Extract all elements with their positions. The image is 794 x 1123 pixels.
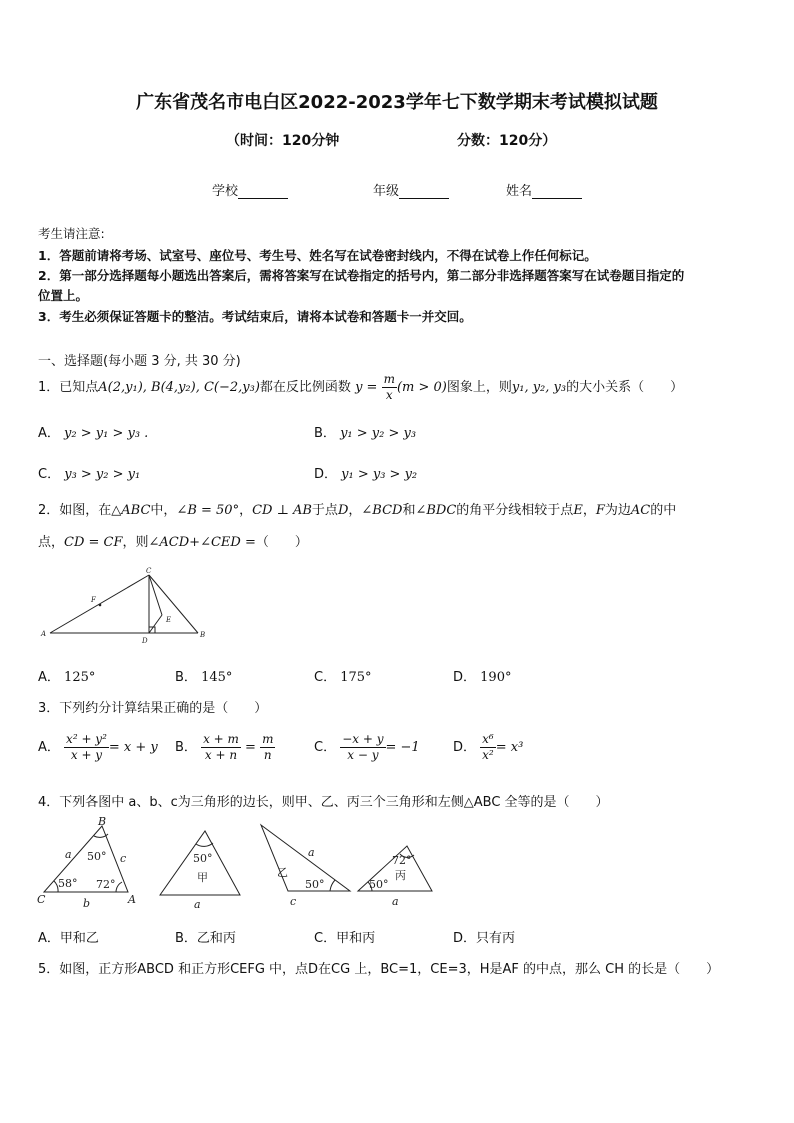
q2-figure (38, 564, 213, 648)
notice-item-2-cont: 位置上。 (38, 288, 89, 303)
q4-option-a[interactable]: A．甲和乙 (38, 931, 99, 946)
q4-label-c: C (37, 893, 46, 906)
grade-field[interactable] (373, 180, 449, 199)
school-field[interactable] (212, 180, 288, 199)
q2-option-c[interactable]: C． 175° (314, 670, 372, 685)
q1-option-b[interactable]: B． y₁ > y₂ > y₃ (314, 426, 417, 441)
exam-time: （时间：120分钟 (226, 133, 340, 149)
question-3: 3．下列约分计算结果正确的是（ ） (38, 701, 268, 716)
q1-func-fraction: $\frac{m}{x}$ (383, 372, 395, 402)
q4-label-a: A (128, 893, 136, 906)
q4-bing-angle-72: 72° (392, 854, 412, 867)
q2-point-f (99, 604, 102, 607)
q1-option-d[interactable]: D． y₁ > y₃ > y₂ (314, 467, 418, 482)
q1-option-c[interactable]: C． y₃ > y₂ > y₁ (38, 467, 141, 482)
q4-jia-side: a (194, 898, 201, 911)
q1-condition: (m > 0) (396, 380, 447, 395)
question-2-line-2: 点，CD = CF，则∠ACD+∠CED =（ ） (38, 535, 308, 550)
q4-angle-50: 50° (87, 850, 107, 863)
q1-option-a[interactable]: A． y₂ > y₁ > y₃ . (38, 426, 149, 441)
q1-suffix: 图象上，则 (446, 380, 512, 395)
q4-label-b: B (98, 815, 107, 828)
q4-bing-side: a (392, 895, 399, 908)
notice-item-1: 1．答题前请将考场、试室号、座位号、考生号、姓名写在试卷密封线内，不得在试卷上作任何标记。 (38, 248, 597, 263)
question-1 (38, 372, 683, 403)
q2-option-d[interactable]: D． 190° (453, 670, 512, 685)
q3-option-b[interactable]: B． $\frac{x + m}{x + n}$ = $\frac{m}{n}$ (175, 732, 274, 762)
q4-angle-58: 58° (58, 877, 78, 890)
q1-mid: 都在反比例函数 (259, 380, 351, 395)
notice-heading: 考生请注意: (38, 226, 105, 241)
exam-score: 分数：120分） (457, 133, 557, 149)
q3-option-d[interactable]: D． $\frac{\text{x⁶}}{\text{x²}}$ = x³ (453, 732, 524, 762)
q1-tail: 的大小关系（ ） (566, 380, 684, 395)
grade-blank[interactable] (399, 184, 449, 199)
q1-func-lhs: y = (355, 380, 378, 395)
q4-arc-a (116, 882, 122, 892)
q1-prefix: 1．已知点 (38, 380, 99, 395)
q2-segment-bc (149, 575, 198, 633)
q2-label-f: F (91, 596, 96, 604)
question-2-line-1: 2．如图，在△ABC中，∠B = 50°，CD ⊥ AB于点D，∠BCD和∠BDC的角平分线相较于点E，F为边AC的中 (38, 503, 677, 518)
q1-points: A(2,y₁), B(4,y₂), C(−2,y₃) (98, 380, 260, 395)
q4-figure (30, 812, 450, 916)
school-label: 学校 (212, 184, 239, 199)
name-field[interactable] (506, 180, 582, 199)
q2-option-b[interactable]: B． 145° (175, 670, 233, 685)
q4-angle-72: 72° (96, 878, 116, 891)
school-blank[interactable] (238, 184, 288, 199)
notice-item-2: 2．第一部分选择题每小题选出答案后，需将答案写在试卷指定的括号内，第二部分非选择题答案写在试卷题目指定的 (38, 268, 685, 283)
q1-vars: y₁, y₂, y₃ (511, 380, 567, 395)
q4-yi-side-a: a (308, 846, 315, 859)
q4-side-c: c (120, 852, 127, 865)
q4-option-c[interactable]: C．甲和丙 (314, 931, 376, 946)
question-5: 5．如图，正方形ABCD 和正方形CEFG 中，点D在CG 上，BC=1，CE=3，H是AF 的中点，那么 CH 的长是（ ） (38, 962, 720, 977)
q4-bing-angle-50: 50° (369, 878, 389, 891)
q4-side-a: a (65, 848, 72, 861)
q4-option-d[interactable]: D．只有丙 (453, 931, 516, 946)
name-label: 姓名 (506, 184, 533, 199)
q4-arc-jia (196, 843, 213, 846)
notice-item-3: 3．考生必须保证答题卡的整洁。考试结束后，请将本试卷和答题卡一并交回。 (38, 309, 472, 324)
q2-label-b: B (200, 631, 206, 639)
q2-segment-ce (149, 575, 162, 615)
q4-arc-yi (330, 880, 335, 891)
q4-jia-angle: 50° (193, 852, 213, 865)
q2-label-e: E (166, 616, 172, 624)
q2-label-d: D (142, 637, 148, 645)
q2-label-a: A (41, 630, 47, 638)
q4-bing-label: 丙 (395, 869, 406, 882)
q3-option-a[interactable]: A． $\frac{\text{x² + y²}}{x + y}$ = x + y (38, 732, 158, 762)
q4-jia-label: 甲 (197, 871, 208, 884)
question-4: 4．下列各图中 a、b、c为三角形的边长，则甲、乙、丙三个三角形和左侧△ABC 全等的是（ ） (38, 795, 609, 810)
exam-title: 广东省茂名市电白区2022-2023学年七下数学期末考试模拟试题 (136, 92, 658, 113)
q4-option-b[interactable]: B．乙和丙 (175, 931, 236, 946)
section-heading: 一、选择题(每小题 3 分, 共 30 分) (38, 354, 241, 369)
q2-label-c: C (146, 567, 152, 575)
q4-yi-label: 乙 (277, 866, 288, 879)
q2-option-a[interactable]: A． 125° (38, 670, 96, 685)
q4-yi-angle: 50° (305, 878, 325, 891)
name-blank[interactable] (532, 184, 582, 199)
q4-yi-side-c: c (290, 895, 297, 908)
grade-label: 年级 (373, 184, 400, 199)
q3-option-c[interactable]: C． $\frac{-x + y}{x - y}$ = −1 (314, 732, 420, 762)
q4-side-b: b (83, 897, 91, 910)
